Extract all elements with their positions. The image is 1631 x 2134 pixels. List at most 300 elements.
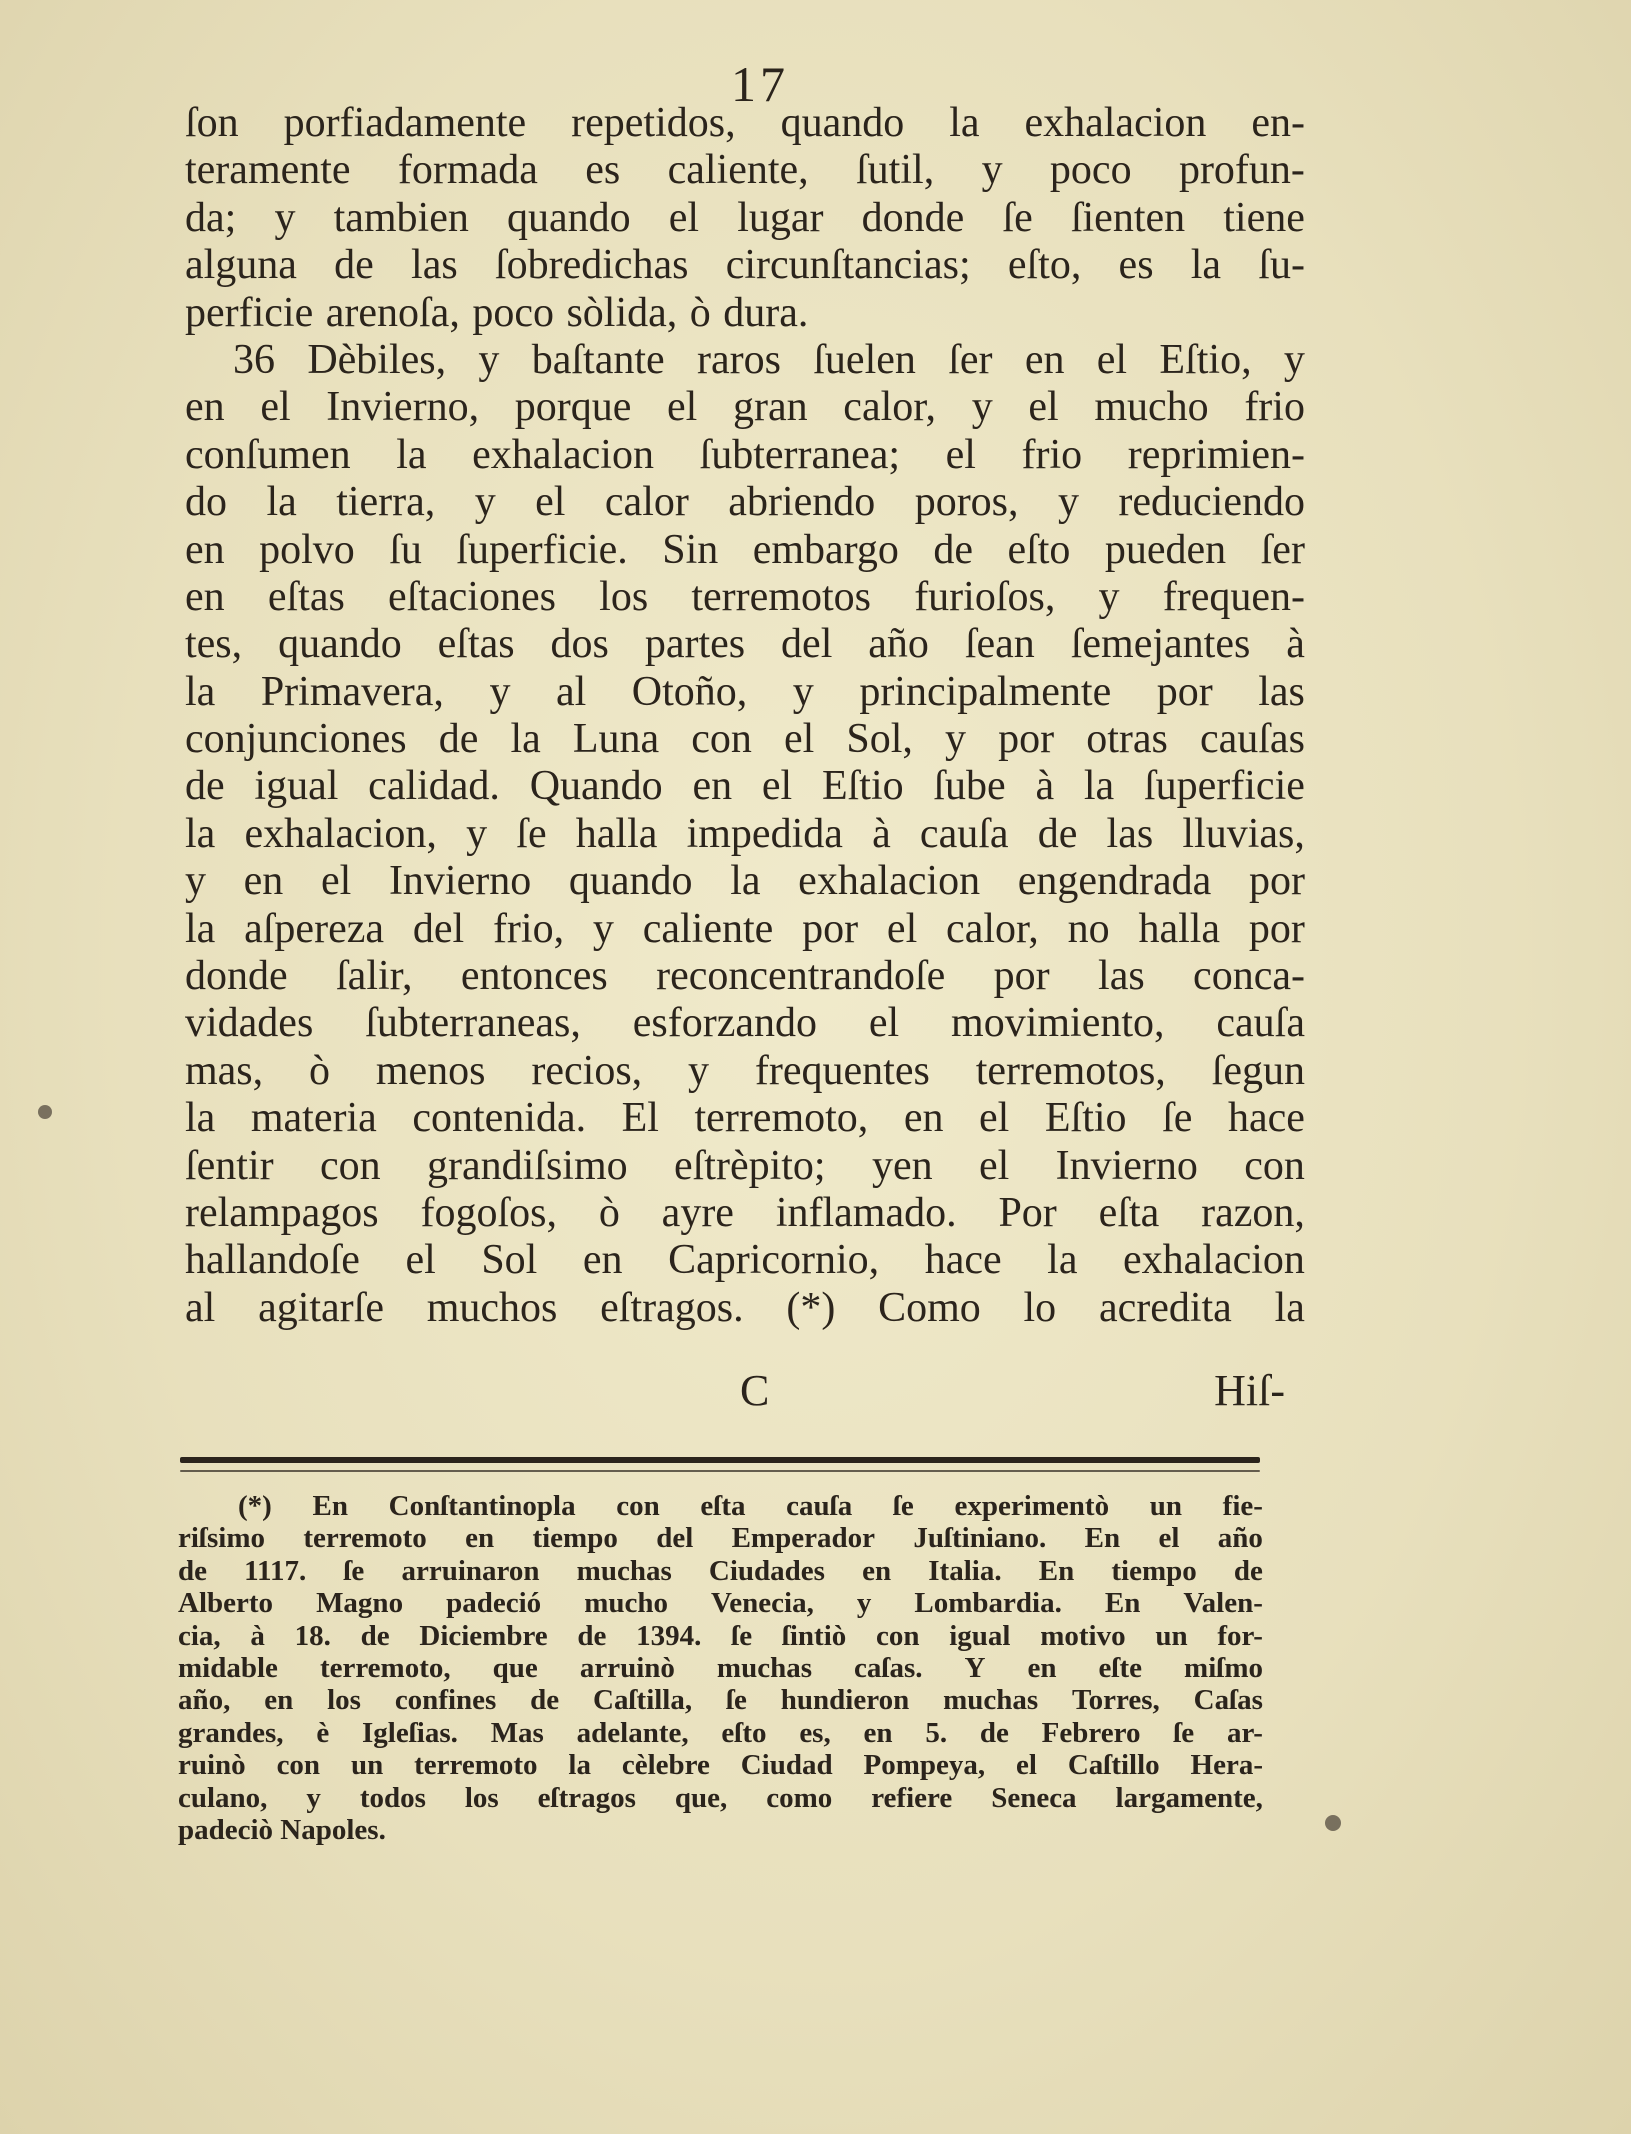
word: Luna — [572, 716, 660, 763]
word: la — [730, 858, 761, 905]
word: las — [411, 242, 458, 289]
word: la — [185, 810, 216, 857]
word: profun- — [1178, 147, 1305, 194]
text-line — [185, 1143, 1305, 1190]
word: embargo — [752, 526, 899, 573]
word: Otoño, — [631, 668, 748, 715]
text-line — [185, 858, 1305, 905]
word: Juſtiniano. — [913, 1522, 1047, 1555]
word: quando — [568, 858, 693, 905]
ink-spot — [38, 1105, 52, 1119]
text-line — [185, 621, 1305, 668]
word: ſobredichas — [494, 242, 689, 289]
word: que, — [674, 1781, 728, 1814]
word: donde — [861, 194, 965, 241]
word: Pompeya, — [863, 1749, 986, 1782]
word: mas, — [185, 1047, 264, 1094]
word: furioſos, — [914, 573, 1056, 620]
word: inflamado. — [775, 1189, 957, 1236]
word: frio, — [492, 905, 565, 952]
word: Venecia, — [711, 1587, 814, 1620]
word: repetidos, — [571, 100, 736, 146]
word: ſuperficie — [1143, 763, 1305, 810]
word: ſutil, — [856, 147, 935, 194]
text-line — [185, 716, 1305, 763]
word: el — [1016, 1749, 1037, 1782]
word: el — [1158, 1522, 1180, 1555]
word: padeció — [446, 1587, 542, 1620]
word: yen — [871, 1142, 933, 1189]
word: es, — [799, 1716, 831, 1749]
word: Igleſias. — [362, 1716, 458, 1749]
word: lugar — [737, 194, 824, 241]
word: ſuperficie. — [456, 526, 628, 573]
word: ſon — [185, 100, 239, 146]
word: Por — [998, 1189, 1057, 1236]
word: otras — [1086, 716, 1168, 763]
word: Eſtio — [821, 763, 904, 810]
word: en — [264, 1684, 294, 1717]
word: con — [876, 1619, 920, 1652]
word: El — [621, 1095, 659, 1142]
word: el — [868, 1000, 900, 1047]
word: eſta — [700, 1490, 746, 1522]
word: porfiadamente — [283, 100, 527, 146]
footnote-line — [178, 1814, 1263, 1846]
word: al — [185, 1284, 216, 1331]
text-line — [185, 147, 1305, 194]
word: del — [412, 905, 465, 952]
footnote-line — [178, 1684, 1263, 1716]
word: Invierno, — [326, 384, 480, 431]
word: y — [274, 194, 296, 241]
word: grandiſsimo — [426, 1142, 628, 1189]
footnote-line — [178, 1490, 1263, 1522]
word: Ciudad — [740, 1749, 833, 1782]
word: Caſtilla, — [593, 1684, 693, 1717]
word: à — [250, 1619, 265, 1652]
word: conſumen — [185, 431, 351, 478]
word: el — [979, 1095, 1010, 1142]
word: partes — [644, 621, 746, 668]
word: quando — [780, 100, 905, 146]
word: tiempo — [1111, 1554, 1197, 1587]
signature-mark: C — [740, 1366, 770, 1415]
word: è — [316, 1716, 330, 1749]
word: muchas — [576, 1554, 672, 1587]
word: igual — [254, 763, 339, 810]
word: calor, — [843, 384, 937, 431]
word: Sol, — [846, 716, 913, 763]
word: caſas. — [854, 1651, 923, 1684]
word: cauſa — [1216, 1000, 1305, 1047]
word: de — [1037, 810, 1078, 857]
word: culano, — [178, 1781, 268, 1814]
word: ſentir — [185, 1142, 274, 1189]
word: el — [761, 763, 793, 810]
word: todos — [359, 1781, 426, 1814]
word: ayre — [661, 1189, 734, 1236]
word: Febrero — [1041, 1716, 1141, 1749]
word: es — [1118, 242, 1154, 289]
word: frequen- — [1162, 573, 1305, 620]
word: la — [510, 716, 541, 763]
word: eſtaciones — [388, 573, 556, 620]
text-line — [185, 906, 1305, 953]
word: Emperador — [731, 1522, 875, 1555]
word: Torres, — [1072, 1684, 1160, 1717]
word: 1394. — [636, 1619, 702, 1652]
word: Eſtio — [1044, 1095, 1127, 1142]
word: 18. — [294, 1619, 331, 1652]
word: ſean — [964, 621, 1035, 668]
word: y — [688, 1047, 710, 1094]
word: hace — [924, 1237, 1002, 1284]
word: ſe — [892, 1490, 914, 1522]
word: fie- — [1222, 1490, 1263, 1522]
paragraph-start-line — [185, 337, 1305, 384]
word: impedida — [686, 810, 843, 857]
footnote-line — [178, 1555, 1263, 1587]
word: exhalacion, — [244, 810, 437, 857]
text-line — [185, 763, 1305, 810]
text-line — [185, 1190, 1305, 1237]
word: y — [1283, 336, 1305, 383]
word: el — [784, 716, 815, 763]
word: por — [993, 953, 1050, 1000]
text-line — [185, 432, 1305, 479]
body-text — [185, 100, 1305, 1332]
word: de — [1233, 1554, 1263, 1587]
word: no — [1067, 905, 1110, 952]
word: mucho — [584, 1587, 668, 1620]
word: el — [535, 479, 566, 526]
word: con — [616, 1490, 660, 1522]
word: Sol — [481, 1237, 538, 1284]
word: engendrada — [1017, 858, 1212, 905]
word: calor — [604, 479, 689, 526]
word: Dèbiles, — [307, 336, 447, 383]
word: año, — [178, 1684, 231, 1717]
word: for- — [1217, 1619, 1263, 1652]
word: hundieron — [780, 1684, 910, 1717]
word: terremoto, — [694, 1095, 869, 1142]
word: (*) — [786, 1284, 836, 1331]
word: raros — [696, 336, 781, 383]
footnote-line — [178, 1782, 1263, 1814]
word: calidad. — [368, 763, 500, 810]
word: Magno — [316, 1587, 404, 1620]
word: poros, — [914, 479, 1019, 526]
word: terremoto, — [319, 1651, 451, 1684]
word: terremotos, — [975, 1047, 1166, 1094]
word: de — [178, 1554, 207, 1587]
word: en — [862, 1554, 892, 1587]
word: Caſtillo — [1067, 1749, 1160, 1782]
word: Diciembre — [419, 1619, 548, 1652]
word: las — [1098, 953, 1145, 1000]
word: la — [568, 1749, 591, 1782]
word: Seneca — [991, 1781, 1077, 1814]
word: exhalacion — [1123, 1237, 1305, 1284]
word: en — [185, 384, 225, 431]
word: eſtragos. — [600, 1284, 744, 1331]
word: Invierno — [1055, 1142, 1198, 1189]
text-line — [185, 669, 1305, 716]
text-line-content: perficie arenoſa, poco sòlida, ò dura. — [185, 289, 809, 336]
word: abriendo — [728, 479, 876, 526]
word: Conſtantinopla — [388, 1490, 576, 1522]
word: ſe — [1162, 1095, 1193, 1142]
word: ſube — [933, 763, 1006, 810]
word: la — [266, 479, 297, 526]
word: riſsimo — [178, 1522, 265, 1555]
word: En — [1084, 1522, 1121, 1555]
word: materia — [250, 1095, 377, 1142]
word: y — [489, 668, 511, 715]
word: ſe — [516, 810, 547, 857]
word: de — [185, 763, 225, 810]
word: en — [692, 763, 733, 810]
word: entonces — [460, 953, 608, 1000]
word: y — [478, 336, 500, 383]
word: dos — [550, 621, 609, 668]
word: en — [582, 1237, 623, 1284]
word: la — [949, 100, 980, 146]
word: exhalacion — [1024, 100, 1207, 146]
word: y — [981, 147, 1003, 194]
word: eſtas — [437, 621, 515, 668]
word: 36 — [233, 336, 275, 383]
footnote-line — [178, 1749, 1263, 1781]
word: de — [360, 1619, 390, 1652]
word: à — [1286, 621, 1305, 668]
word: por — [1248, 858, 1305, 905]
word: en — [903, 1095, 944, 1142]
word: Como — [878, 1284, 981, 1331]
word: porque — [514, 384, 632, 431]
word: y — [856, 1587, 872, 1620]
word: y — [971, 384, 993, 431]
word: ar- — [1226, 1716, 1263, 1749]
word: à — [1035, 763, 1055, 810]
word: ſe — [731, 1619, 753, 1652]
word: por — [998, 716, 1055, 763]
text-line — [185, 811, 1305, 858]
word: da; — [185, 194, 237, 241]
word: los — [599, 573, 649, 620]
word: terremoto — [303, 1522, 427, 1555]
word: por — [802, 905, 859, 952]
word: y — [945, 716, 967, 763]
word: con — [276, 1749, 321, 1782]
word: adelante, — [576, 1716, 689, 1749]
word: calor, — [946, 905, 1039, 952]
word: y — [185, 858, 206, 905]
word: el — [978, 1142, 1010, 1189]
text-line — [185, 1095, 1305, 1142]
word: ſubterraneas, — [365, 1000, 581, 1047]
catchword: Hiſ- — [1214, 1366, 1285, 1415]
word: tes, — [185, 621, 243, 668]
word: muchas — [716, 1651, 812, 1684]
text-line — [185, 574, 1305, 621]
text-line — [185, 290, 1305, 337]
word: Ciudades — [708, 1554, 825, 1587]
text-line — [185, 527, 1305, 574]
word: principalmente — [859, 668, 1112, 715]
word: y — [1098, 573, 1120, 620]
word: en — [185, 526, 225, 573]
word: cia, — [178, 1619, 221, 1652]
word: quando — [506, 194, 631, 241]
text-line — [185, 195, 1305, 242]
word: ſienten — [1070, 194, 1186, 241]
word: los — [327, 1684, 361, 1717]
word: Mas — [490, 1716, 544, 1749]
word: un — [1155, 1619, 1188, 1652]
footnote-line — [178, 1522, 1263, 1554]
word: ò — [309, 1047, 331, 1094]
word: largamente, — [1115, 1781, 1263, 1814]
word: las — [1258, 668, 1305, 715]
word: los — [464, 1781, 499, 1814]
word: halla — [1138, 905, 1221, 952]
word: vidades — [185, 1000, 314, 1047]
word: año — [868, 621, 929, 668]
word: en — [863, 1716, 893, 1749]
word: ſe — [725, 1684, 747, 1717]
text-line — [185, 384, 1305, 431]
word: en — [465, 1522, 495, 1555]
word: y — [474, 479, 496, 526]
word: y — [1057, 479, 1079, 526]
word: En — [1038, 1554, 1075, 1587]
word: Sin — [662, 526, 719, 573]
word: poco — [1049, 147, 1132, 194]
word: gran — [733, 384, 808, 431]
word: arruinaron — [401, 1554, 540, 1587]
word: 1117. — [244, 1554, 307, 1587]
word: con — [1244, 1142, 1305, 1189]
word: eſto — [721, 1716, 767, 1749]
word: ſer — [948, 336, 993, 383]
word: miſmo — [1184, 1651, 1263, 1684]
word: tiene — [1223, 194, 1305, 241]
word: hace — [1227, 1095, 1305, 1142]
word: de — [438, 716, 479, 763]
word: año — [1217, 1522, 1263, 1555]
footnote-divider-thin — [180, 1470, 1260, 1472]
word: midable — [178, 1651, 278, 1684]
word: Invierno — [388, 858, 532, 905]
word: Quando — [529, 763, 663, 810]
word: cauſas — [1199, 716, 1305, 763]
word: halla — [575, 810, 658, 857]
word: refiere — [871, 1781, 953, 1814]
word: eſto, — [1007, 242, 1082, 289]
word: el — [667, 384, 698, 431]
word: y — [466, 810, 488, 857]
word: por — [1248, 905, 1305, 952]
word: la — [185, 668, 216, 715]
word: eſtas — [267, 573, 345, 620]
word: de — [979, 1716, 1009, 1749]
word: el — [260, 384, 291, 431]
word: la — [1083, 763, 1115, 810]
text-line — [185, 1000, 1305, 1047]
text-line — [185, 1285, 1305, 1332]
word: acredita — [1098, 1284, 1232, 1331]
word: igual — [949, 1619, 1011, 1652]
word: conca- — [1193, 953, 1305, 1000]
word: por — [1156, 668, 1213, 715]
word: experimentò — [954, 1490, 1110, 1522]
word: ſer — [1260, 526, 1305, 573]
word: ſuelen — [813, 336, 916, 383]
word: Primavera, — [260, 668, 444, 715]
word: un — [1149, 1490, 1182, 1522]
word: eſto — [1007, 526, 1071, 573]
word: aſpereza — [244, 905, 384, 952]
word: Y — [964, 1651, 986, 1684]
word: ſe — [1002, 194, 1033, 241]
word: ſubterranea; — [699, 431, 901, 478]
text-line — [185, 100, 1305, 147]
word: grandes, — [178, 1716, 284, 1749]
word: ſu- — [1258, 242, 1305, 289]
word: del — [656, 1522, 694, 1555]
word: ſe — [1173, 1716, 1195, 1749]
word: un — [350, 1749, 384, 1782]
word: y — [592, 905, 614, 952]
word: el — [668, 194, 700, 241]
word: eſtrèpito; — [673, 1142, 826, 1189]
word: frio — [1244, 384, 1305, 431]
word: baſtante — [531, 336, 665, 383]
word: Hera- — [1190, 1749, 1263, 1782]
word: motivo — [1040, 1619, 1126, 1652]
word: ſemejantes — [1070, 621, 1251, 668]
word: do — [185, 479, 227, 526]
word: las — [1106, 810, 1154, 857]
word: la — [1190, 242, 1222, 289]
signature-row — [185, 1365, 1285, 1425]
word: como — [766, 1781, 833, 1814]
footnote-line — [178, 1717, 1263, 1749]
text-line — [185, 479, 1305, 526]
word: eſta — [1098, 1189, 1160, 1236]
word: reconcentrandoſe — [656, 953, 946, 1000]
word: quando — [278, 621, 402, 668]
word: el — [886, 905, 918, 952]
word: Valen- — [1183, 1587, 1263, 1620]
word: en — [243, 858, 284, 905]
word: tambien — [333, 194, 469, 241]
word: de — [933, 526, 973, 573]
word: esforzando — [632, 1000, 817, 1047]
word: es — [585, 147, 621, 194]
text-line — [185, 242, 1305, 289]
word: donde — [185, 953, 288, 1000]
word: pueden — [1104, 526, 1227, 573]
word: el — [320, 858, 352, 905]
word: confines — [394, 1684, 497, 1717]
footnote-line — [178, 1587, 1263, 1619]
word: ò — [598, 1189, 620, 1236]
word: Eſtio, — [1159, 336, 1252, 383]
word: en — [185, 573, 225, 620]
